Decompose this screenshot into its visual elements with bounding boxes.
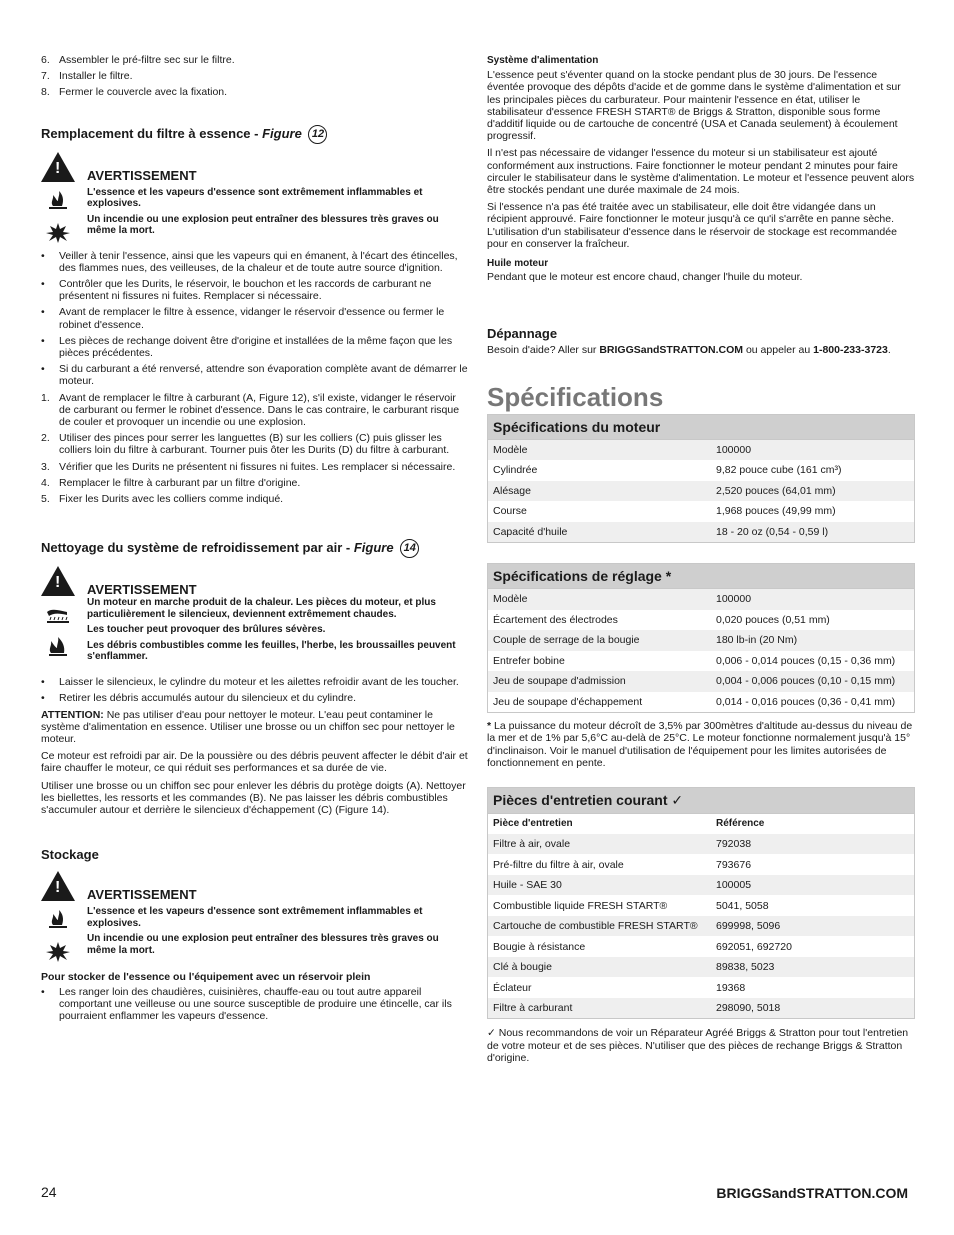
row-label: Éclateur: [493, 981, 532, 994]
warning-line: Les toucher peut provoquer des brûlures sévères.: [87, 624, 326, 636]
step-number: 5.: [41, 493, 50, 506]
table-row: [488, 439, 915, 460]
row-value: 180 lb-in (20 Nm): [711, 630, 915, 651]
troubleshooting-text-after: .: [887, 344, 891, 357]
row-label: Alésage: [488, 481, 712, 502]
table-row: [488, 651, 915, 672]
step-text: Vérifier que les Durits ne présentent ni fissures ni fuites. Les remplacer si nécessaire.: [59, 460, 456, 473]
list-item: [41, 432, 469, 456]
table-row: [488, 936, 915, 957]
row-value: 0,020 pouces (0,51 mm): [716, 613, 830, 626]
step-text: Fixer les Durits avec les colliers comme indiqué.: [59, 493, 284, 506]
row-value: 792038: [711, 834, 915, 855]
figure-word: Figure: [262, 125, 302, 141]
row-value: 19368: [716, 981, 746, 994]
parts-column-header: Pièce d'entretien: [493, 818, 573, 830]
table-row: [488, 589, 915, 610]
row-value: 5041, 5058: [716, 899, 769, 912]
bullet-item: • Les ranger loin des chaudières, cuisinières, chauffe-eau ou tout autre appareil comportant une veilleuse ou une source susceptible de produire une étincelle, car ils pourraient enflammer les vapeurs d'essence.: [41, 986, 469, 1023]
row-value: 2,520 pouces (64,01 mm): [711, 481, 915, 502]
fuel-system-paragraph: Il n'est pas nécessaire de vidanger l'essence du moteur si un stabilisateur est ajouté conformément aux instructions. Faire fonctionner le moteur pendant 2 minutes pour faire circuler le stabilisateur dans le système d'alimentation. Le moteur et l'essence peuvent alors être stockés pendant une durée maximale de 24 mois.: [487, 147, 915, 197]
tuning-note-text: La puissance du moteur décroît de 3,5% par 300mètres d'altitude au-dessus du niveau de la mer et de 1% par 5,6°C au-delà de 25°C. Le moteur fonctionne normalement jusqu'à 15° d'inclinaison. Voir le manuel d'utilisation de l'équipement pour les limites autorisées de fonctionnement en pente.: [487, 720, 913, 769]
row-label: Bougie à résistance: [493, 940, 586, 953]
footer-site-link[interactable]: BRIGGSandSTRATTON.COM: [716, 1185, 908, 1201]
row-label: Course: [493, 505, 527, 518]
parts-heading-text: Pièces d'entretien courant: [493, 791, 668, 808]
list-item: [41, 54, 469, 66]
parts-column-header-row: [488, 813, 915, 834]
table-row: [488, 460, 915, 481]
fuel-filter-warning: [41, 152, 469, 250]
row-value: 89838, 5023: [711, 957, 915, 978]
bullet-item: • Veiller à tenir l'essence, ainsi que les vapeurs qui en émanent, à l'écart des étincelles, des flammes nues, des veilleuses, de la chaleur et de toute autre source d'ignition.: [41, 250, 469, 274]
table-row: [488, 977, 915, 998]
table-row: [488, 692, 915, 713]
warning-line: Un incendie ou une explosion peut entraîner des blessures très graves ou même la mort.: [87, 213, 439, 237]
step-number: 4.: [41, 476, 50, 489]
warning-title: AVERTISSEMENT: [87, 167, 197, 183]
row-value: 699998, 5096: [711, 916, 915, 937]
warning-body: [87, 906, 467, 960]
step-text: Fermer le couvercle avec la fixation.: [59, 86, 228, 99]
row-value: 0,006 - 0,014 pouces (0,15 - 0,36 mm): [716, 654, 896, 667]
troubleshooting-site-link[interactable]: BRIGGSandSTRATTON.COM: [599, 344, 744, 357]
step-number: 7.: [41, 70, 50, 83]
figure-number-badge: 14: [400, 539, 419, 558]
attention-text: Ne pas utiliser d'eau pour nettoyer le moteur. L'eau peut contaminer le système d'alimentation en essence. Utiliser une brosse ou un chiffon sec pour nettoyer le moteur.: [41, 708, 455, 746]
row-label: Couple de serrage de la bougie: [488, 630, 712, 651]
row-label: Cartouche de combustible FRESH START®: [488, 916, 712, 937]
cooling-heading-text: Nettoyage du système de refroidissement par air -: [41, 540, 351, 556]
specifications-title: Spécifications: [487, 381, 664, 412]
list-item: [41, 86, 469, 98]
row-value: 793676: [716, 858, 752, 871]
checkmark-icon: ✓: [671, 791, 684, 808]
engine-specs-table: [487, 414, 915, 544]
parts-table: [487, 787, 915, 1020]
tuning-note: [487, 720, 915, 769]
fire-icon: [45, 190, 71, 210]
bullet-item: • Retirer les débris accumulés autour du silencieux et du cylindre.: [41, 692, 469, 704]
fuel-filter-bullets: [41, 250, 469, 388]
row-label: Capacité d'huile: [488, 522, 712, 543]
row-label: Clé à bougie: [488, 957, 712, 978]
row-label: Jeu de soupape d'échappement: [493, 695, 643, 708]
oil-text: Pendant que le moteur est encore chaud, changer l'huile du moteur.: [487, 271, 803, 284]
row-value: 692051, 692720: [716, 940, 792, 953]
table-row: [488, 671, 915, 692]
row-label: Jeu de soupape d'admission: [488, 671, 712, 692]
step-text: Utiliser des pinces pour serrer les languettes (B) sur les colliers (C) puis glisser les colliers loin du filtre à carburant. Tourner puis ôter les Durits (D) du filtre à carburant.: [59, 432, 450, 457]
tuning-specs-heading: Spécifications de réglage *: [488, 564, 915, 589]
bullet-item: • Les pièces de rechange doivent être d'origine et installées de la même façon que les pièces précédentes.: [41, 335, 469, 359]
list-item: [41, 392, 469, 429]
step-number: 2.: [41, 432, 50, 445]
right-column: [487, 55, 915, 1069]
row-label: Huile - SAE 30: [488, 875, 712, 896]
table-row: [488, 916, 915, 937]
steps-top-list: [41, 54, 469, 99]
warning-triangle-icon: !: [41, 152, 75, 182]
table-row: [488, 854, 915, 875]
fuel-filter-steps: [41, 392, 469, 506]
oil-heading: Huile moteur: [487, 258, 549, 270]
row-value: 100000: [711, 589, 915, 610]
warning-triangle-icon: !: [41, 871, 75, 901]
troubleshooting-text-mid: ou appeler au: [745, 344, 811, 357]
cooling-paragraph: Ce moteur est refroidi par air. De la poussière ou des débris peuvent affecter le débit d'air et faire chauffer le moteur, ce qui réduit ses performances et sa durée de vie.: [41, 750, 468, 775]
step-number: 1.: [41, 391, 50, 404]
bullet-item: • Si du carburant a été renversé, attendre son évaporation complète avant de démarrer le moteur.: [41, 363, 469, 387]
hot-surface-icon: [45, 604, 71, 624]
step-text: Avant de remplacer le filtre à carburant (A, Figure 12), s'il existe, vidanger le réservoir de carburant ou fermer le robinet d'essence. Dans le cas contraire, le carburant risque de couler et provoquer un incendie ou une explosion.: [59, 391, 460, 429]
step-number: 3.: [41, 460, 50, 473]
troubleshooting-text-before: Besoin d'aide? Aller sur: [487, 344, 597, 357]
warning-line: Un moteur en marche produit de la chaleur. Les pièces du moteur, et plus particulièrement le silencieux, deviennent extrêmement chaudes.: [87, 597, 436, 620]
row-label: Filtre à carburant: [488, 998, 712, 1019]
parts-note-text: Nous recommandons de voir un Réparateur Agréé Briggs & Stratton pour tout l'entretien de votre moteur et de ses pièces. N'utiliser que des pièces de rechange Briggs & Stratton d'origine.: [487, 1027, 909, 1064]
warning-line: Un incendie ou une explosion peut entraîner des blessures très graves ou même la mort.: [87, 933, 439, 956]
tuning-specs-table: [487, 563, 915, 713]
parts-column-header: Référence: [716, 818, 765, 830]
table-row: [488, 998, 915, 1019]
fire-icon: [45, 909, 71, 929]
row-label: Cylindrée: [493, 464, 538, 477]
warning-body: [87, 597, 467, 667]
cooling-warning: [41, 566, 469, 676]
attention-label: ATTENTION:: [41, 708, 104, 721]
explosion-icon: [45, 942, 71, 962]
row-value: 18 - 20 oz (0,54 - 0,59 l): [711, 522, 915, 543]
figure-word: Figure: [353, 540, 394, 556]
fuel-system-paragraph: L'essence peut s'éventer quand on la stocke pendant plus de 30 jours. De l'essence éventée provoque des dépôts d'acide et de gomme dans le système d'alimentation et sur les principales pièces du carburateur. Pour maintenir l'essence en état, utiliser le stabilisateur d'essence FRESH START® de Briggs & Stratton, disponible sous forme d'additif liquide ou de cartouche de concentré (USA et Canada seulement) à écoulement progressif.: [487, 69, 901, 143]
row-value: 9,82 pouce cube (161 cm³): [716, 464, 842, 477]
explosion-icon: [45, 223, 71, 243]
bullet-item: • Avant de remplacer le filtre à essence, vidanger le réservoir d'essence ou fermer le robinet d'essence.: [41, 306, 469, 330]
table-row: [488, 834, 915, 855]
tuning-note-asterisk: *: [487, 720, 492, 733]
row-value: 100000: [711, 439, 915, 460]
storage-bullets: [41, 986, 469, 1023]
step-number: 6.: [41, 54, 50, 66]
row-value: 298090, 5018: [711, 998, 915, 1019]
warning-title: AVERTISSEMENT: [87, 582, 197, 598]
attention-paragraph: [41, 709, 469, 746]
parts-heading: [488, 787, 915, 813]
warning-body: [87, 187, 467, 241]
row-value: 1,968 pouces (49,99 mm): [716, 505, 836, 518]
table-row: [488, 522, 915, 543]
table-row: [488, 610, 915, 631]
list-item: [41, 493, 469, 505]
step-text: Installer le filtre.: [59, 70, 133, 83]
row-label: Combustible liquide FRESH START®: [493, 899, 668, 912]
warning-title: AVERTISSEMENT: [87, 887, 197, 903]
troubleshooting-phone: 1-800-233-3723: [813, 344, 888, 357]
list-item: [41, 70, 469, 82]
figure-number-badge: 12: [308, 125, 327, 144]
row-label: Modèle: [488, 589, 712, 610]
row-value: 0,004 - 0,006 pouces (0,10 - 0,15 mm): [711, 671, 915, 692]
left-column: [41, 54, 469, 1026]
troubleshooting-heading: Dépannage: [487, 326, 558, 342]
storage-subheading: Pour stocker de l'essence ou l'équipement avec un réservoir plein: [41, 971, 371, 984]
fuel-system-paragraph: Si l'essence n'a pas été traitée avec un stabilisateur, elle doit être vidangée dans un récipient approuvé. Faire fonctionner le moteur jusqu'à ce qu'il s'arrête en panne sèche. L'utilisation d'un stabilisateur d'essence dans le réservoir de stockage est recommandée pour en conserver la fraîcheur.: [487, 201, 897, 250]
table-row: [488, 957, 915, 978]
row-value: 0,014 - 0,016 pouces (0,36 - 0,41 mm): [716, 695, 896, 708]
warning-line: L'essence et les vapeurs d'essence sont extrêmement inflammables et explosives.: [87, 186, 423, 210]
table-row: [488, 501, 915, 522]
warning-line: Les débris combustibles comme les feuilles, l'herbe, les broussailles peuvent s'enflammer.: [87, 639, 456, 663]
fire-icon: [45, 637, 71, 657]
cooling-paragraph: Utiliser une brosse ou un chiffon sec pour enlever les débris du protège doigts (A). Nettoyer les biellettes, les ressorts et les commandes (B). Ne pas laisser les débris combustibles s'accumuler autour et derrière le silencieux d'échappement (C) (Figure 14).: [41, 779, 466, 817]
row-value: 100005: [711, 875, 915, 896]
list-item: [41, 461, 469, 473]
parts-note: [487, 1027, 915, 1064]
page-number: 24: [41, 1184, 57, 1200]
row-label: Pré-filtre du filtre à air, ovale: [493, 858, 624, 871]
troubleshooting-text: [487, 344, 915, 356]
bullet-item: • Contrôler que les Durits, le réservoir, le bouchon et les raccords de carburant ne présentent ni fissures ni fuites. Remplacer si nécessaire.: [41, 278, 469, 302]
step-number: 8.: [41, 86, 50, 99]
step-text: Remplacer le filtre à carburant par un filtre d'origine.: [59, 476, 301, 489]
bullet-item: • Laisser le silencieux, le cylindre du moteur et les ailettes refroidir avant de les toucher.: [41, 676, 469, 688]
warning-triangle-icon: !: [41, 566, 75, 596]
cooling-bullets: [41, 676, 469, 704]
engine-specs-heading: Spécifications du moteur: [488, 414, 915, 439]
row-label: Entrefer bobine: [493, 654, 565, 667]
fuel-filter-heading: [41, 125, 469, 144]
table-row: [488, 895, 915, 916]
table-row: [488, 481, 915, 502]
fuel-filter-heading-text: Remplacement du filtre à essence -: [41, 125, 259, 141]
table-row: [488, 875, 915, 896]
row-label: Filtre à air, ovale: [488, 834, 712, 855]
step-text: Assembler le pré-filtre sec sur le filtre.: [59, 54, 235, 66]
row-label: Écartement des électrodes: [493, 613, 618, 626]
checkmark-icon: ✓: [487, 1027, 496, 1040]
warning-line: L'essence et les vapeurs d'essence sont extrêmement inflammables et explosives.: [87, 906, 423, 929]
storage-warning: [41, 871, 469, 971]
storage-heading: Stockage: [41, 847, 99, 863]
cooling-heading: [41, 539, 469, 558]
row-label: Modèle: [488, 439, 712, 460]
table-row: [488, 630, 915, 651]
fuel-system-heading: Système d'alimentation: [487, 55, 599, 66]
list-item: [41, 477, 469, 489]
